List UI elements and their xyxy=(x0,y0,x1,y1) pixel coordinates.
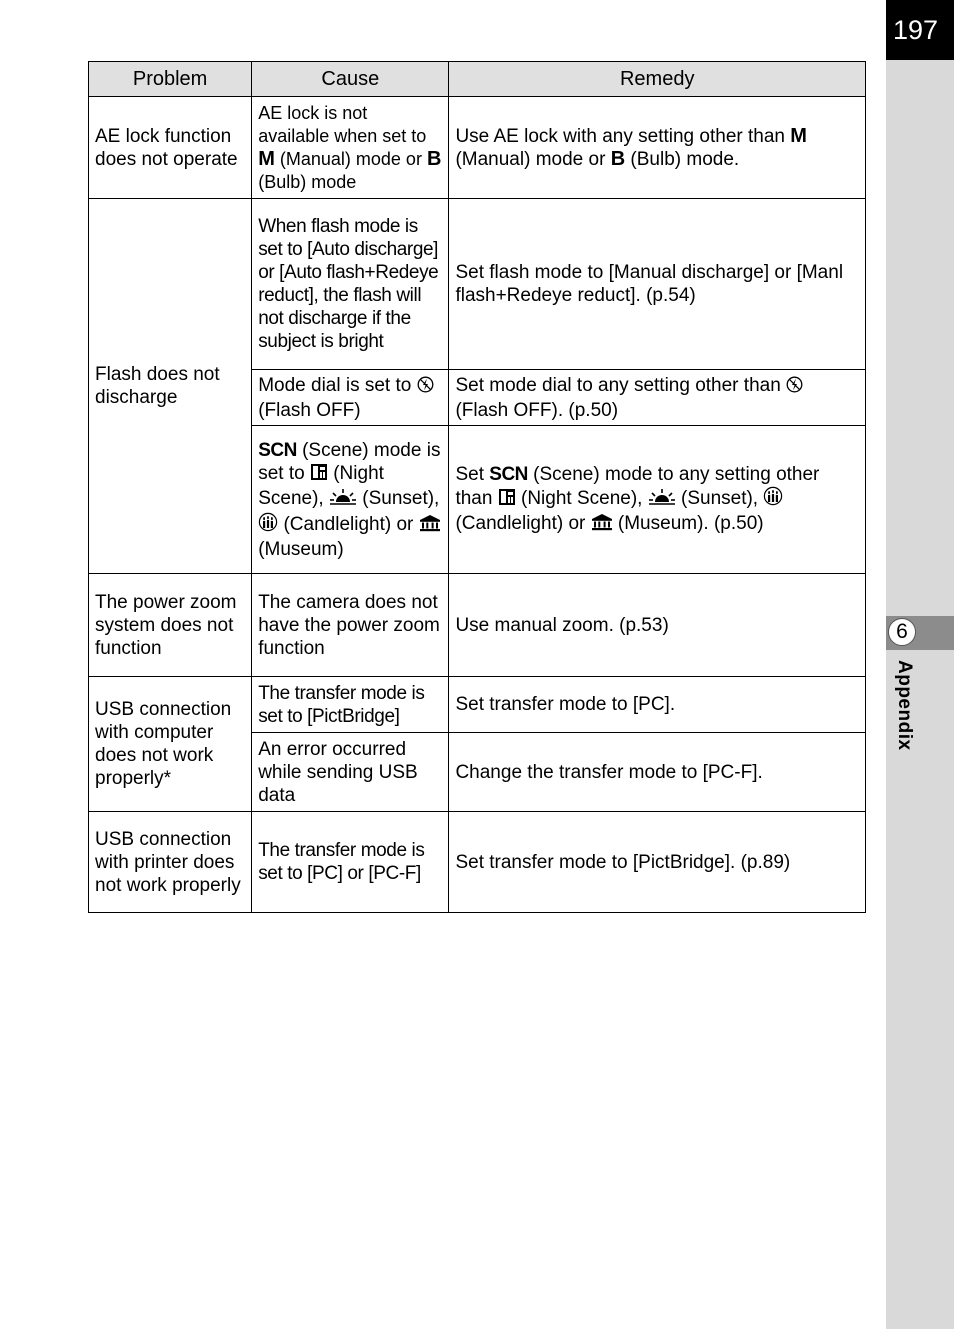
remedy-cell: Change the transfer mode to [PC-F]. xyxy=(449,733,866,812)
remedy-text: (Bulb) mode. xyxy=(625,148,740,170)
problem-cell: AE lock function does not operate xyxy=(89,97,252,199)
table-row xyxy=(89,677,866,733)
remedy-cell xyxy=(449,426,866,574)
cause-cell: The transfer mode is set to [PC] or [PC-F] xyxy=(252,812,449,913)
cause-cell: The transfer mode is set to [PictBridge] xyxy=(252,677,449,733)
cause-text: (Sunset), xyxy=(356,487,440,509)
night-scene-icon xyxy=(310,463,328,487)
night-scene-icon xyxy=(498,488,516,512)
manual-mode-icon: M xyxy=(258,147,275,170)
table-row xyxy=(89,199,866,370)
museum-icon xyxy=(591,513,613,537)
candlelight-icon xyxy=(258,512,278,538)
manual-mode-icon: M xyxy=(790,124,807,147)
cause-cell: An error occurred while sending USB data xyxy=(252,733,449,812)
troubleshooting-table xyxy=(88,61,866,913)
scene-mode-icon: SCN xyxy=(258,439,297,461)
cause-cell: The camera does not have the power zoom function xyxy=(252,574,449,677)
remedy-cell xyxy=(449,97,866,199)
scene-mode-icon: SCN xyxy=(489,463,528,485)
remedy-text: (Scene) mode to any setting other than xyxy=(455,463,820,509)
cause-text: (Bulb) mode xyxy=(258,171,357,192)
problem-cell: USB connection with printer does not work properly xyxy=(89,812,252,913)
chapter-tab xyxy=(886,616,954,650)
remedy-cell: Set transfer mode to [PC]. xyxy=(449,677,866,733)
sunset-icon xyxy=(648,488,676,512)
cause-text: Mode dial is set to xyxy=(258,374,417,396)
flash-off-icon xyxy=(786,376,803,399)
cause-text: (Flash OFF) xyxy=(258,399,361,421)
candlelight-icon xyxy=(763,486,783,512)
bulb-mode-icon: B xyxy=(610,147,626,170)
chapter-label: Appendix xyxy=(894,660,915,751)
remedy-cell xyxy=(449,370,866,426)
chapter-number: 6 xyxy=(888,618,916,646)
museum-icon xyxy=(419,514,441,538)
problem-cell: USB connection with computer does not work properly* xyxy=(89,677,252,812)
cause-text: (Manual) mode or xyxy=(274,148,427,169)
flash-off-icon xyxy=(417,376,434,399)
remedy-text: (Candlelight) or xyxy=(455,512,591,534)
cause-text: (Scene) mode is set to xyxy=(258,439,441,484)
remedy-cell: Set flash mode to [Manual discharge] or [Manl flash+Redeye reduct]. (p.54) xyxy=(449,199,866,370)
header-cause: Cause xyxy=(252,62,449,97)
remedy-text: (Manual) mode or xyxy=(455,148,611,170)
sunset-icon xyxy=(329,488,357,512)
cause-cell: When flash mode is set to [Auto discharge] or [Auto flash+Redeye reduct], the flash will not discharge if the subject is bright xyxy=(252,199,449,370)
problem-cell: Flash does not discharge xyxy=(89,199,252,574)
remedy-text: (Sunset), xyxy=(675,487,764,509)
bulb-mode-icon: B xyxy=(426,147,442,170)
cause-text: AE lock is not available when set to xyxy=(258,102,427,146)
cause-text: (Museum) xyxy=(258,538,344,560)
remedy-text: (Flash OFF). (p.50) xyxy=(455,399,619,421)
header-remedy: Remedy xyxy=(449,62,866,97)
remedy-cell: Use manual zoom. (p.53) xyxy=(449,574,866,677)
cause-text: (Night Scene), xyxy=(258,462,384,509)
page-number: 197 xyxy=(886,0,954,60)
remedy-text: (Night Scene), xyxy=(515,487,648,509)
remedy-text: Set xyxy=(455,463,490,485)
header-problem: Problem xyxy=(89,62,252,97)
cause-text: (Candlelight) or xyxy=(278,513,419,535)
remedy-text: Use AE lock with any setting other than xyxy=(455,125,791,147)
cause-cell xyxy=(252,97,449,199)
problem-cell: The power zoom system does not function xyxy=(89,574,252,677)
remedy-text: Set mode dial to any setting other than xyxy=(455,374,787,396)
table-header-row xyxy=(89,62,866,97)
table-row xyxy=(89,97,866,199)
cause-cell xyxy=(252,426,449,574)
cause-cell xyxy=(252,370,449,426)
remedy-cell: Set transfer mode to [PictBridge]. (p.89) xyxy=(449,812,866,913)
table-row xyxy=(89,574,866,677)
table-row xyxy=(89,812,866,913)
remedy-text: (Museum). (p.50) xyxy=(612,512,764,534)
